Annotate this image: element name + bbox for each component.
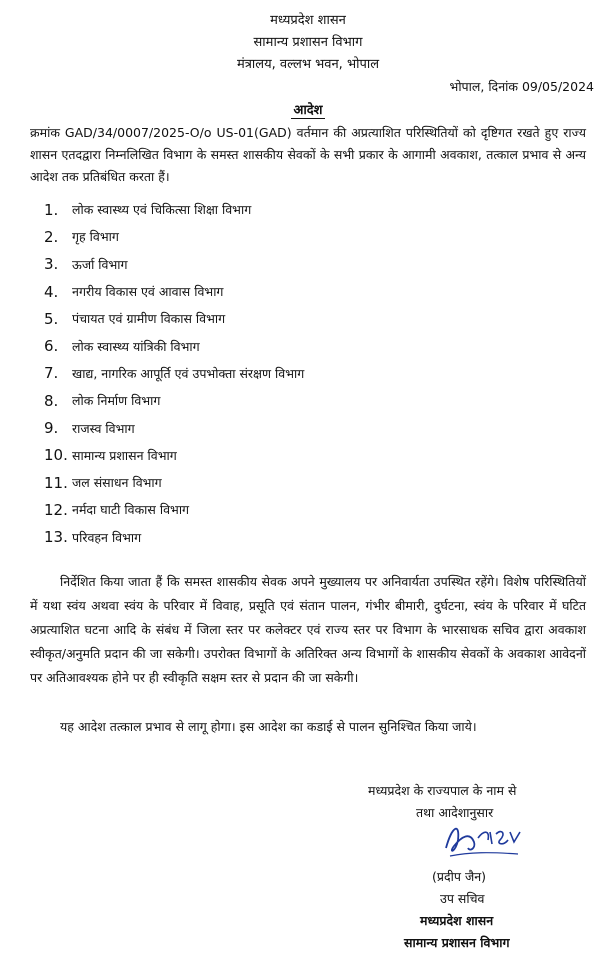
department-item bbox=[44, 360, 564, 387]
department-name: सामान्य प्रशासन विभाग bbox=[72, 447, 177, 463]
department-name: लोक स्वास्थ्य यांत्रिकी विभाग bbox=[72, 338, 200, 354]
department-item bbox=[44, 332, 564, 359]
signatory-department: सामान्य प्रशासन विभाग bbox=[404, 935, 510, 950]
signature-block bbox=[340, 780, 600, 954]
department-item bbox=[44, 469, 564, 496]
instructions-paragraph: निर्देशित किया जाता हैं कि समस्त शासकीय सेवक अपने मुख्यालय पर अनिवार्यता उपस्थित रहेंगे। विशेष परिस्थितियों में यथा स्वंय अथवा स्वंय के परिवार में विवाह, प्रसूति एवं संतान पालन, गंभीर बीमारी, दुर्घटना, स्वंय के परिवार में घटित अप्रत्याशित घटना आदि के संबंध में जिला स्तर पर कलेक्टर एवं राज्य स्तर पर विभाग के भारसाधक सचिव द्वारा अवकाश स्वीकृत/अनुमति प्रदान की जा सकेगी। उपरोक्त विभागों के अतिरिक्त अन्य विभागों के शासकीय सेवकों के अवकाश आवेदनों पर अतिआवश्यक होने पर ही स्वीकृति सक्षम स्तर से प्रदान की जा सकेगी। bbox=[30, 574, 586, 685]
effect-paragraph: यह आदेश तत्काल प्रभाव से लागू होगा। इस आदेश का कडाई से पालन सुनिश्चित किया जाये। bbox=[60, 719, 477, 734]
department-number: 12. bbox=[44, 500, 68, 519]
department-item bbox=[44, 251, 564, 278]
intro-paragraph: क्रमांक GAD/34/0007/2025-O/o US-01(GAD) वर्तमान की अप्रत्याशित परिस्थितियों को दृष्टिगत रखते हुए राज्य शासन एतदद्वारा निम्नलिखित विभाग के समस्त शासकीय सेवकों के सभी प्रकार के आगामी अवकाश, तत्काल प्रभाव से अन्य आदेश तक प्रतिबंधित करता हैं। bbox=[30, 125, 586, 184]
department-item bbox=[44, 524, 564, 551]
department-number: 6. bbox=[44, 337, 59, 356]
department-name: गृह विभाग bbox=[72, 229, 119, 245]
signatory-name: (प्रदीप जैन) bbox=[432, 869, 487, 884]
department-number: 9. bbox=[44, 419, 59, 438]
department-name: खाद्य, नागरिक आपूर्ति एवं उपभोक्ता संरक्षण विभाग bbox=[72, 365, 305, 381]
department-number: 10. bbox=[44, 446, 68, 465]
department-number: 13. bbox=[44, 528, 68, 547]
authority-line: मध्यप्रदेश के राज्यपाल के नाम से bbox=[368, 783, 517, 798]
department-list bbox=[44, 196, 564, 551]
department-item bbox=[44, 387, 564, 414]
handwritten-signature bbox=[440, 818, 530, 860]
department-name: नर्मदा घाटी विकास विभाग bbox=[72, 502, 190, 518]
department-name: जल संसाधन विभाग bbox=[72, 475, 162, 491]
signature-stroke bbox=[478, 832, 520, 844]
signatory-designation: उप सचिव bbox=[440, 891, 485, 906]
department-number: 3. bbox=[44, 255, 59, 274]
department-number: 8. bbox=[44, 391, 59, 410]
department-name: लोक निर्माण विभाग bbox=[72, 393, 161, 409]
department-number: 2. bbox=[44, 227, 59, 246]
signature-underline bbox=[450, 853, 518, 856]
department-number: 11. bbox=[44, 473, 68, 492]
place-and-date: भोपाल, दिनांक 09/05/2024 bbox=[449, 79, 594, 94]
department-item bbox=[44, 442, 564, 469]
department-name: राजस्व विभाग bbox=[72, 420, 135, 436]
letterhead-address: मंत्रालय, वल्लभ भवन, भोपाल bbox=[236, 57, 380, 72]
letterhead-government: मध्यप्रदेश शासन bbox=[270, 13, 346, 28]
department-item bbox=[44, 223, 564, 250]
department-name: नगरीय विकास एवं आवास विभाग bbox=[72, 284, 224, 300]
department-name: पंचायत एवं ग्रामीण विकास विभाग bbox=[72, 311, 226, 327]
department-name: लोक स्वास्थ्य एवं चिकित्सा शिक्षा विभाग bbox=[72, 202, 252, 218]
department-number: 7. bbox=[44, 364, 59, 383]
order-title bbox=[0, 100, 616, 118]
department-number: 1. bbox=[44, 200, 59, 219]
department-item bbox=[44, 196, 564, 223]
department-item bbox=[44, 305, 564, 332]
letterhead-department: सामान्य प्रशासन विभाग bbox=[253, 35, 363, 50]
department-item bbox=[44, 414, 564, 441]
department-name: परिवहन विभाग bbox=[72, 529, 142, 545]
department-number: 4. bbox=[44, 282, 59, 301]
department-item bbox=[44, 496, 564, 523]
department-number: 5. bbox=[44, 309, 59, 328]
department-item bbox=[44, 278, 564, 305]
signature-stroke bbox=[446, 829, 474, 851]
letterhead bbox=[0, 10, 616, 76]
order-title-text: आदेश bbox=[293, 103, 323, 118]
department-name: ऊर्जा विभाग bbox=[72, 256, 128, 272]
order-line: तथा आदेशानुसार bbox=[416, 805, 494, 820]
signatory-org: मध्यप्रदेश शासन bbox=[420, 913, 494, 928]
